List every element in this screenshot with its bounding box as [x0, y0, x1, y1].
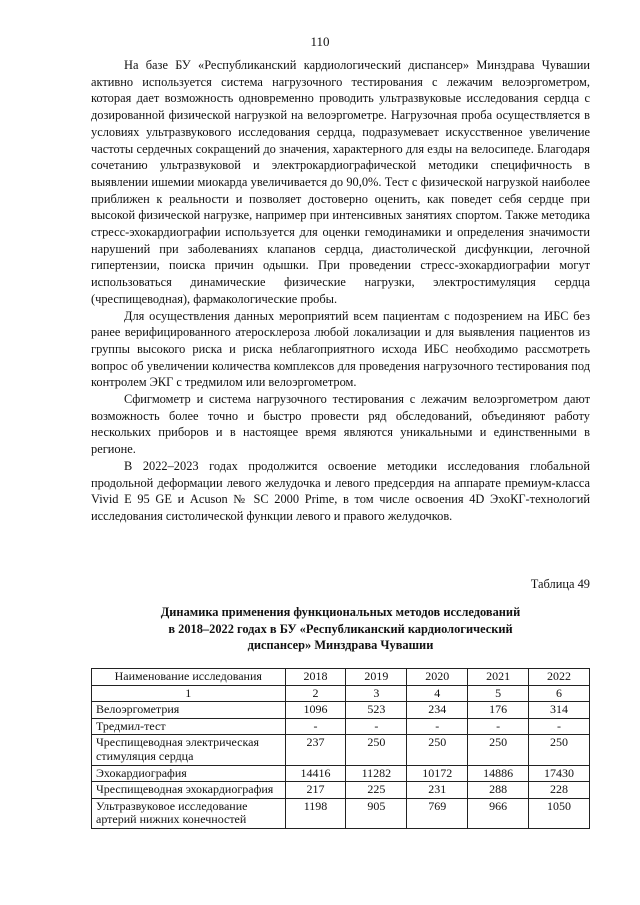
table-header-cell: 2022: [529, 669, 590, 686]
page-number: 110: [310, 34, 330, 49]
table-cell-value: 237: [285, 735, 346, 765]
table-header-cell: 2018: [285, 669, 346, 686]
table-cell-name: Чреспищеводная эхокардиография: [92, 782, 286, 799]
table-cell-value: -: [407, 718, 468, 735]
table-index-cell: 6: [529, 685, 590, 702]
table-cell-value: 228: [529, 782, 590, 799]
table-header-cell: Наименование исследования: [92, 669, 286, 686]
table-cell-value: -: [529, 718, 590, 735]
table-cell-value: 176: [468, 702, 529, 719]
paragraph-3: Сфигмометр и система нагрузочного тестирования с лежачим велоэргометром дают возможность более точно и быстро провести ряд обследований, объединяют работу нескольких приборов и в настоящее время являются уникальными и единственными в регионе.: [91, 392, 590, 457]
table-row: [92, 718, 590, 735]
table-index-cell: 1: [92, 685, 286, 702]
table-cell-value: 314: [529, 702, 590, 719]
table-cell-value: 250: [468, 735, 529, 765]
table-header-row: [92, 669, 590, 686]
table-index-cell: 2: [285, 685, 346, 702]
table-cell-value: 234: [407, 702, 468, 719]
table-title-line-3: диспансер» Минздрава Чувашии: [247, 638, 434, 652]
paragraph-4: В 2022–2023 годах продолжится освоение методики исследования глобальной продольной деформации левого желудочка и левого предсердия на аппарате премиум-класса Vivid E 95 GE и Acuson № SC 2000 Prime, в том числе освоения 4D ЭхоКГ-технологий исследования систолической функции левого и правого желудочков.: [91, 458, 590, 523]
table-cell-value: 1050: [529, 798, 590, 828]
table-cell-value: 225: [346, 782, 407, 799]
table-title-line-2: в 2018–2022 годах в БУ «Республиканский кардиологический: [168, 621, 513, 636]
paragraph-2: Для осуществления данных мероприятий всем пациентам с подозрением на ИБС без ранее верифицированного атеросклероза любой локализации и для выявления пациентов из группы высокого риска и риска неблагоприятного исхода ИБС необходимо рассмотреть вопрос об увеличении количества комплексов для проведения нагрузочного тестирования под контролем ЭКГ с тредмилом или велоэргометром.: [91, 308, 590, 390]
table-cell-name: Ультразвуковое исследование артерий нижних конечностей: [92, 798, 286, 828]
table-header-cell: 2020: [407, 669, 468, 686]
table-title-line-1: Динамика применения функциональных методов исследований: [160, 605, 521, 619]
table-cell-value: 250: [346, 735, 407, 765]
table-index-cell: 5: [468, 685, 529, 702]
table-cell-value: 966: [468, 798, 529, 828]
table-cell-value: 231: [407, 782, 468, 799]
table-cell-value: 217: [285, 782, 346, 799]
table-cell-value: 288: [468, 782, 529, 799]
table-cell-value: 250: [529, 735, 590, 765]
table-row: [92, 735, 590, 765]
table-cell-name: Тредмил-тест: [92, 718, 286, 735]
table-index-cell: 3: [346, 685, 407, 702]
table-row: [92, 765, 590, 782]
table-cell-value: 769: [407, 798, 468, 828]
paragraph-1: На базе БУ «Республиканский кардиологический диспансер» Минздрава Чувашии активно используется система нагрузочного тестирования с лежачим велоэргометром, которая дает возможность одновременно проводить ультразвуковые исследования сердца с дозированной физической нагрузкой на велоэргометре. Нагрузочная проба осуществляется в условиях ультразвукового исследования сердца, подразумевает искусственное увеличение частоты сердечных сокращений до значения, характерного для езды на велосипеде. Благодаря сочетанию ультразвуковой и электрокардиографической методики специфичность в выявлении ишемии миокарда увеличивается до 90,0%. Тест с физической нагрузкой наиболее приближен к реальности и позволяет достоверно оценить, как поведет себя сердце при высокой физической нагрузке, например при интенсивных занятиях спортом. Также методика стресс-эхокардиографии используется для оценки гемодинамики и определения значимости нарушений при заболеваниях клапанов сердца, диастолической дисфункции, легочной гипертензии, поиска причин одышки. При проведении стресс-эхокардиографии могут использоваться динамические физические нагрузки, электростимуляция сердца (чреспищеводная), фармакологические пробы.: [91, 58, 590, 306]
table-cell-value: -: [468, 718, 529, 735]
table-cell-value: -: [285, 718, 346, 735]
table-header-cell: 2019: [346, 669, 407, 686]
table-cell-value: 14416: [285, 765, 346, 782]
table-cell-value: 17430: [529, 765, 590, 782]
table-cell-name: Чреспищеводная электрическая стимуляция сердца: [92, 735, 286, 765]
table-cell-value: -: [346, 718, 407, 735]
table-cell-value: 1096: [285, 702, 346, 719]
table-cell-name: Эхокардиография: [92, 765, 286, 782]
table-cell-value: 10172: [407, 765, 468, 782]
table-cell-value: 905: [346, 798, 407, 828]
table-title: [91, 604, 590, 654]
table-row: [92, 798, 590, 828]
table-cell-value: 11282: [346, 765, 407, 782]
data-table: [91, 668, 590, 829]
table-cell-value: 14886: [468, 765, 529, 782]
table-index-row: [92, 685, 590, 702]
table-row: [92, 702, 590, 719]
table-cell-value: 250: [407, 735, 468, 765]
table-row: [92, 782, 590, 799]
body-text: [91, 57, 590, 525]
table-label: Таблица 49: [530, 577, 590, 591]
table-cell-value: 523: [346, 702, 407, 719]
table-cell-value: 1198: [285, 798, 346, 828]
table-index-cell: 4: [407, 685, 468, 702]
table-cell-name: Велоэргометрия: [92, 702, 286, 719]
table-header-cell: 2021: [468, 669, 529, 686]
